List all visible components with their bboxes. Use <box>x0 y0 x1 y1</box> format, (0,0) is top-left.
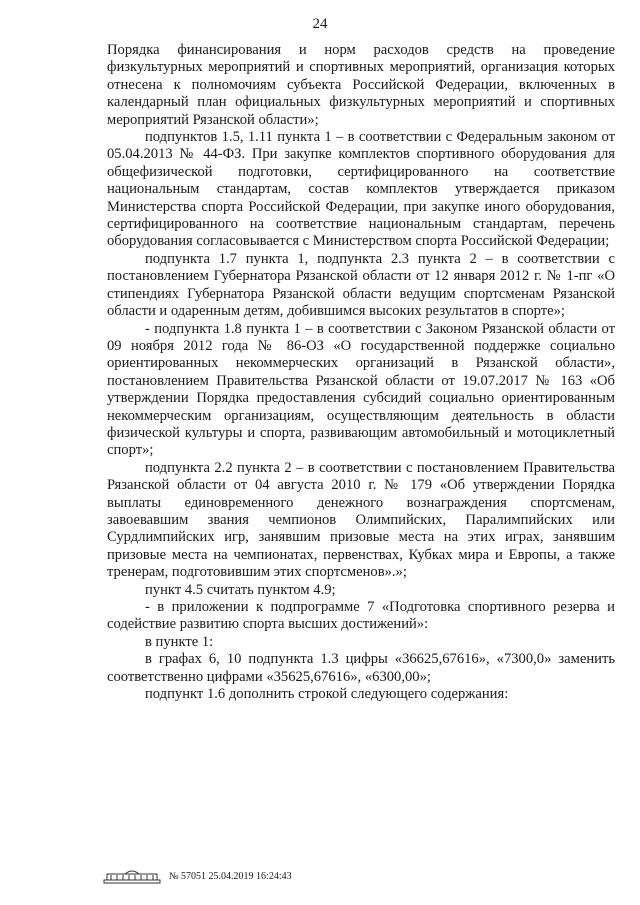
paragraph-8: в пункте 1: <box>145 633 214 650</box>
page-number: 24 <box>312 16 328 32</box>
document-body <box>107 42 615 703</box>
paragraph-4: - подпункта 1.8 пункта 1 – в соответствии с Законом Рязанской области от 09 ноября 2012 года № 86-ОЗ «О государственной поддержке социально ориентированных некоммерческих организаций в Рязанской области», постановлением Правительства Рязанской области от 19.07.2017 № 163 «Об утверждении Порядка предоставления субсидий социально ориентированным некоммерческим организациям, осуществляющим деятельность в области физической культуры и спорта, развивающим автомобильный и мотоциклетный спорт»; <box>107 320 615 459</box>
registration-number: № 57051 25.04.2019 16:24:43 <box>169 870 292 882</box>
paragraph-3: подпункта 1.7 пункта 1, подпункта 2.3 пункта 2 – в соответствии с постановлением Губернатора Рязанской области от 12 января 2012 г. № 1-пг «О стипендиях Губернатора Рязанской области ведущим спортсменам Рязанской области и одаренным детям, добившимся высоких результатов в спорте»; <box>107 250 615 320</box>
building-stamp-icon <box>103 868 161 884</box>
paragraph-6: пункт 4.5 считать пунктом 4.9; <box>145 581 336 598</box>
document-footer <box>103 868 292 884</box>
paragraph-10: подпункт 1.6 дополнить строкой следующего содержания: <box>145 686 509 703</box>
paragraph-9: в графах 6, 10 подпункта 1.3 цифры «36625,67616», «7300,0» заменить соответственно цифрами «35625,67616», «6300,00»; <box>107 651 615 685</box>
paragraph-1: Порядка финансирования и норм расходов средств на проведение физкультурных мероприятий и спортивных мероприятий, организация которых отнесена к полномочиям субъекта Российской Федерации, включенных в календарный план официальных физкультурных мероприятий и спортивных мероприятий Рязанской области»; <box>107 42 615 128</box>
paragraph-5: подпункта 2.2 пункта 2 – в соответствии с постановлением Правительства Рязанской области от 04 августа 2010 г. № 179 «Об утверждении Порядка выплаты единовременного денежного вознаграждения спортсменам, завоевавшим звания чемпионов Олимпийских, Паралимпийских или Сурдлимпийских игр, занявшим призовые места на этих играх, занявшим призовые места на чемпионатах, первенствах, Кубках мира и Европы, а также тренерам, подготовившим этих спортсменов».»; <box>107 459 615 581</box>
paragraph-7: - в приложении к подпрограмме 7 «Подготовка спортивного резерва и содействие развитию спорта высших достижений»: <box>107 599 615 633</box>
paragraph-2: подпунктов 1.5, 1.11 пункта 1 – в соответствии с Федеральным законом от 05.04.2013 № 44-ФЗ. При закупке комплектов спортивного оборудования для общефизической подготовки, сертифицированного на соответствие национальным стандартам, состав комплектов утверждается приказом Министерства спорта Российской Федерации, при закупке иного оборудования, сертифицированного на соответствие национальным стандартам, перечень оборудования согласовывается с Министерством спорта Российской Федерации; <box>107 129 615 250</box>
